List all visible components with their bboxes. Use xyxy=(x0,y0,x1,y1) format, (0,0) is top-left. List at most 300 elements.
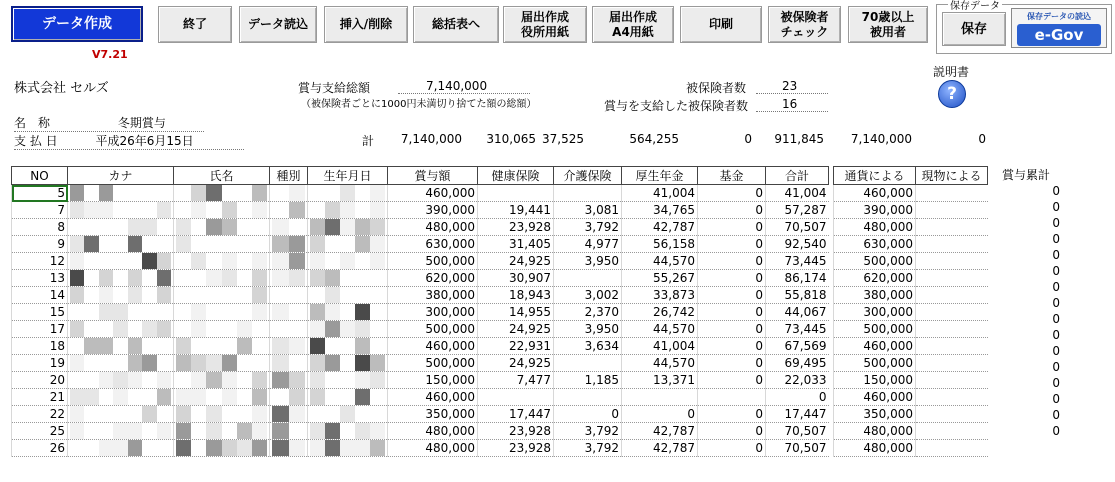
cell-currency[interactable]: 480,000 xyxy=(834,423,916,440)
cell-birthdate-redacted[interactable] xyxy=(308,270,388,287)
cell-cumulative: 0 xyxy=(1052,264,1060,278)
cell-care[interactable]: 3,950 xyxy=(554,253,622,270)
cell-in-kind[interactable] xyxy=(916,338,988,355)
cell-type-redacted[interactable] xyxy=(270,321,308,338)
cell-bonus[interactable]: 380,000 xyxy=(388,287,478,304)
cell-in-kind[interactable] xyxy=(916,423,988,440)
egov-logo: e-Gov xyxy=(1017,24,1101,46)
bonus-total-value: 7,140,000 xyxy=(398,79,530,94)
cell-no[interactable]: 8 xyxy=(12,219,68,236)
cell-health[interactable]: 23,928 xyxy=(478,219,554,236)
cell-no[interactable]: 20 xyxy=(12,372,68,389)
cell-sum[interactable]: 0 xyxy=(766,389,829,406)
payday-row xyxy=(14,132,244,150)
cell-currency[interactable]: 620,000 xyxy=(834,270,916,287)
cell-type-redacted[interactable] xyxy=(270,338,308,355)
payment-type-table xyxy=(833,166,988,457)
table-row xyxy=(834,236,988,253)
cell-currency[interactable]: 500,000 xyxy=(834,321,916,338)
cell-bonus[interactable]: 150,000 xyxy=(388,372,478,389)
cell-no[interactable]: 18 xyxy=(12,338,68,355)
cell-care[interactable]: 3,950 xyxy=(554,321,622,338)
totals-care-insurance: 37,525 xyxy=(542,132,584,146)
cell-currency[interactable]: 150,000 xyxy=(834,372,916,389)
cell-fund[interactable]: 0 xyxy=(698,202,766,219)
cell-care[interactable]: 3,002 xyxy=(554,287,622,304)
insured-check-button[interactable]: 被保険者 チェック xyxy=(768,6,841,43)
name-label: 名 称 xyxy=(14,116,51,130)
exit-button[interactable]: 終了 xyxy=(158,6,232,43)
cell-kana-redacted[interactable] xyxy=(68,270,174,287)
cell-no[interactable]: 21 xyxy=(12,389,68,406)
cell-currency[interactable]: 630,000 xyxy=(834,236,916,253)
cell-in-kind[interactable] xyxy=(916,406,988,423)
header-pension: 厚生年金 xyxy=(622,167,698,185)
cell-health[interactable]: 14,955 xyxy=(478,304,554,321)
cell-care[interactable]: 1,185 xyxy=(554,372,622,389)
bonus-table xyxy=(11,166,829,457)
cell-pension[interactable]: 13,371 xyxy=(622,372,698,389)
cell-care[interactable]: 0 xyxy=(554,406,622,423)
header-type: 種別 xyxy=(270,167,308,185)
cell-type-redacted[interactable] xyxy=(270,389,308,406)
table-row xyxy=(990,247,1062,263)
cell-currency[interactable]: 480,000 xyxy=(834,219,916,236)
cell-fund[interactable]: 0 xyxy=(698,185,766,202)
summary-button[interactable]: 総括表へ xyxy=(413,6,499,43)
cell-fund[interactable]: 0 xyxy=(698,287,766,304)
cell-fund[interactable]: 0 xyxy=(698,253,766,270)
cell-sum[interactable]: 70,507 xyxy=(766,440,829,457)
cell-care[interactable] xyxy=(554,355,622,372)
cell-pension[interactable]: 44,570 xyxy=(622,253,698,270)
table-row xyxy=(834,304,988,321)
cell-birthdate-redacted[interactable] xyxy=(308,236,388,253)
cell-pension[interactable]: 42,787 xyxy=(622,219,698,236)
cell-health[interactable]: 7,477 xyxy=(478,372,554,389)
cell-birthdate-redacted[interactable] xyxy=(308,185,388,202)
cell-health[interactable] xyxy=(478,389,554,406)
bonus-total-label: 賞与支給総額 xyxy=(298,81,371,95)
cell-no[interactable]: 5 xyxy=(12,185,68,202)
cell-pension[interactable]: 55,267 xyxy=(622,270,698,287)
cell-pension[interactable]: 41,004 xyxy=(622,338,698,355)
cell-cumulative: 0 xyxy=(1052,408,1060,422)
cell-birthdate-redacted[interactable] xyxy=(308,423,388,440)
version-label: V7.21 xyxy=(92,48,128,61)
cell-care[interactable]: 3,634 xyxy=(554,338,622,355)
cell-sum[interactable]: 73,445 xyxy=(766,253,829,270)
cell-name-redacted[interactable] xyxy=(174,185,270,202)
cell-type-redacted[interactable] xyxy=(270,440,308,457)
cell-pension[interactable]: 26,742 xyxy=(622,304,698,321)
payday-value[interactable]: 平成26年6月15日 xyxy=(95,134,194,148)
table-row xyxy=(12,338,829,355)
cell-pension[interactable]: 44,570 xyxy=(622,321,698,338)
cell-name-redacted[interactable] xyxy=(174,236,270,253)
cell-fund[interactable]: 0 xyxy=(698,338,766,355)
table-row xyxy=(990,375,1062,391)
cell-type-redacted[interactable] xyxy=(270,253,308,270)
paid-count-value: 16 xyxy=(756,97,828,112)
cell-fund[interactable]: 0 xyxy=(698,270,766,287)
cell-name-redacted[interactable] xyxy=(174,423,270,440)
cell-pension[interactable] xyxy=(622,389,698,406)
report-a4-button[interactable]: 届出作成 A4用紙 xyxy=(592,6,674,43)
cell-care[interactable]: 4,977 xyxy=(554,236,622,253)
table-row xyxy=(834,253,988,270)
cell-pension[interactable]: 0 xyxy=(622,406,698,423)
cell-pension[interactable]: 41,004 xyxy=(622,185,698,202)
cell-health[interactable]: 18,943 xyxy=(478,287,554,304)
cell-kana-redacted[interactable] xyxy=(68,304,174,321)
cell-bonus[interactable]: 460,000 xyxy=(388,185,478,202)
cell-type-redacted[interactable] xyxy=(270,219,308,236)
payday-label: 支 払 日 xyxy=(14,134,58,148)
insert-delete-button[interactable]: 挿入/削除 xyxy=(324,6,408,43)
table-row xyxy=(990,215,1062,231)
cell-cumulative: 0 xyxy=(1052,216,1060,230)
cell-name-redacted[interactable] xyxy=(174,389,270,406)
cell-sum[interactable]: 44,067 xyxy=(766,304,829,321)
cell-no[interactable]: 17 xyxy=(12,321,68,338)
cell-sum[interactable]: 69,495 xyxy=(766,355,829,372)
cell-birthdate-redacted[interactable] xyxy=(308,253,388,270)
cell-kana-redacted[interactable] xyxy=(68,423,174,440)
cell-in-kind[interactable] xyxy=(916,219,988,236)
cell-cumulative: 0 xyxy=(1052,248,1060,262)
cell-fund[interactable] xyxy=(698,389,766,406)
cell-health[interactable]: 19,441 xyxy=(478,202,554,219)
table-row xyxy=(834,202,988,219)
cell-in-kind[interactable] xyxy=(916,287,988,304)
cell-currency[interactable]: 390,000 xyxy=(834,202,916,219)
table-row xyxy=(834,338,988,355)
cell-care[interactable] xyxy=(554,185,622,202)
cell-no[interactable]: 22 xyxy=(12,406,68,423)
cell-no[interactable]: 15 xyxy=(12,304,68,321)
cell-birthdate-redacted[interactable] xyxy=(308,338,388,355)
table-row xyxy=(12,389,829,406)
cell-type-redacted[interactable] xyxy=(270,355,308,372)
cell-name-redacted[interactable] xyxy=(174,287,270,304)
cell-pension[interactable]: 33,873 xyxy=(622,287,698,304)
cell-care[interactable]: 2,370 xyxy=(554,304,622,321)
data-create-button[interactable]: データ作成 xyxy=(11,6,143,42)
cell-no[interactable]: 7 xyxy=(12,202,68,219)
cell-health[interactable]: 31,405 xyxy=(478,236,554,253)
cell-name-redacted[interactable] xyxy=(174,355,270,372)
cell-name-redacted[interactable] xyxy=(174,406,270,423)
cell-name-redacted[interactable] xyxy=(174,304,270,321)
cell-in-kind[interactable] xyxy=(916,389,988,406)
cell-health[interactable]: 24,925 xyxy=(478,253,554,270)
totals-sum: 911,845 xyxy=(774,132,824,146)
cell-care[interactable] xyxy=(554,270,622,287)
cell-kana-redacted[interactable] xyxy=(68,185,174,202)
table-row xyxy=(12,202,829,219)
table-row xyxy=(990,343,1062,359)
company-name: 株式会社 セルズ xyxy=(14,81,109,96)
table-row xyxy=(834,219,988,236)
cell-name-redacted[interactable] xyxy=(174,338,270,355)
cell-fund[interactable]: 0 xyxy=(698,423,766,440)
cell-cumulative: 0 xyxy=(1052,360,1060,374)
cell-birthdate-redacted[interactable] xyxy=(308,440,388,457)
insured-count-label: 被保険者数 xyxy=(686,81,747,95)
cell-health[interactable]: 23,928 xyxy=(478,440,554,457)
cell-type-redacted[interactable] xyxy=(270,423,308,440)
cell-type-redacted[interactable] xyxy=(270,202,308,219)
cell-in-kind[interactable] xyxy=(916,185,988,202)
totals-bonus-amount: 7,140,000 xyxy=(400,132,462,146)
cell-no[interactable]: 12 xyxy=(12,253,68,270)
cell-name-redacted[interactable] xyxy=(174,372,270,389)
cell-care[interactable]: 3,081 xyxy=(554,202,622,219)
cell-care[interactable]: 3,792 xyxy=(554,219,622,236)
cell-no[interactable]: 25 xyxy=(12,423,68,440)
cell-kana-redacted[interactable] xyxy=(68,338,174,355)
cell-sum[interactable]: 41,004 xyxy=(766,185,829,202)
cell-care[interactable] xyxy=(554,389,622,406)
cell-kana-redacted[interactable] xyxy=(68,321,174,338)
cell-birthdate-redacted[interactable] xyxy=(308,202,388,219)
cell-kana-redacted[interactable] xyxy=(68,253,174,270)
name-row xyxy=(14,114,204,132)
cell-care[interactable]: 3,792 xyxy=(554,440,622,457)
cell-pension[interactable]: 56,158 xyxy=(622,236,698,253)
bonus-note: （被保険者ごとに1000円未満切り捨てた額の総額） xyxy=(301,99,537,110)
table-row xyxy=(990,407,1062,423)
cell-sum[interactable]: 67,569 xyxy=(766,338,829,355)
cell-cumulative: 0 xyxy=(1052,296,1060,310)
table-row xyxy=(12,304,829,321)
cell-kana-redacted[interactable] xyxy=(68,287,174,304)
insured-count-value: 23 xyxy=(756,79,828,94)
cell-no[interactable]: 19 xyxy=(12,355,68,372)
cell-cumulative: 0 xyxy=(1052,344,1060,358)
cell-sum[interactable]: 55,818 xyxy=(766,287,829,304)
cell-pension[interactable]: 44,570 xyxy=(622,355,698,372)
cell-fund[interactable]: 0 xyxy=(698,236,766,253)
cell-bonus[interactable]: 300,000 xyxy=(388,304,478,321)
cell-kana-redacted[interactable] xyxy=(68,372,174,389)
cell-birthdate-redacted[interactable] xyxy=(308,287,388,304)
cell-kana-redacted[interactable] xyxy=(68,219,174,236)
table-row xyxy=(12,253,829,270)
cell-kana-redacted[interactable] xyxy=(68,355,174,372)
cell-health[interactable]: 17,447 xyxy=(478,406,554,423)
cell-in-kind[interactable] xyxy=(916,253,988,270)
cell-type-redacted[interactable] xyxy=(270,406,308,423)
cell-no[interactable]: 14 xyxy=(12,287,68,304)
cell-currency[interactable]: 460,000 xyxy=(834,389,916,406)
header-no: NO xyxy=(12,167,68,185)
report-office-button[interactable]: 届出作成 役所用紙 xyxy=(503,6,587,43)
cell-birthdate-redacted[interactable] xyxy=(308,355,388,372)
over70-button[interactable]: 70歳以上 被用者 xyxy=(848,6,928,43)
table-row xyxy=(834,355,988,372)
cell-name-redacted[interactable] xyxy=(174,219,270,236)
cell-type-redacted[interactable] xyxy=(270,304,308,321)
cell-sum[interactable]: 73,445 xyxy=(766,321,829,338)
cell-currency[interactable]: 480,000 xyxy=(834,440,916,457)
cell-type-redacted[interactable] xyxy=(270,236,308,253)
cell-fund[interactable]: 0 xyxy=(698,406,766,423)
cell-pension[interactable]: 42,787 xyxy=(622,423,698,440)
cell-cumulative: 0 xyxy=(1052,392,1060,406)
table-row xyxy=(834,287,988,304)
cell-currency[interactable]: 460,000 xyxy=(834,338,916,355)
cell-currency[interactable]: 500,000 xyxy=(834,355,916,372)
cell-kana-redacted[interactable] xyxy=(68,236,174,253)
cell-pension[interactable]: 34,765 xyxy=(622,202,698,219)
header-fund: 基金 xyxy=(698,167,766,185)
cell-bonus[interactable]: 390,000 xyxy=(388,202,478,219)
cell-name-redacted[interactable] xyxy=(174,270,270,287)
totals-health-insurance: 310,065 xyxy=(486,132,536,146)
cell-sum[interactable]: 70,507 xyxy=(766,219,829,236)
header-sum: 合計 xyxy=(766,167,829,185)
cell-bonus[interactable]: 460,000 xyxy=(388,338,478,355)
cell-in-kind[interactable] xyxy=(916,270,988,287)
cell-bonus[interactable]: 480,000 xyxy=(388,440,478,457)
cell-bonus[interactable]: 500,000 xyxy=(388,355,478,372)
table-row xyxy=(990,311,1062,327)
cell-type-redacted[interactable] xyxy=(270,270,308,287)
cell-no[interactable]: 9 xyxy=(12,236,68,253)
cell-no[interactable]: 13 xyxy=(12,270,68,287)
cell-type-redacted[interactable] xyxy=(270,185,308,202)
cell-type-redacted[interactable] xyxy=(270,287,308,304)
cell-birthdate-redacted[interactable] xyxy=(308,406,388,423)
table-row xyxy=(990,279,1062,295)
cell-birthdate-redacted[interactable] xyxy=(308,219,388,236)
cell-in-kind[interactable] xyxy=(916,355,988,372)
header-cumulative: 賞与累計 xyxy=(1001,168,1050,182)
cell-health[interactable]: 23,928 xyxy=(478,423,554,440)
cell-in-kind[interactable] xyxy=(916,440,988,457)
table-row xyxy=(834,185,988,202)
cell-bonus[interactable]: 620,000 xyxy=(388,270,478,287)
totals-kind: 0 xyxy=(978,132,986,146)
cell-in-kind[interactable] xyxy=(916,372,988,389)
cell-sum[interactable]: 57,287 xyxy=(766,202,829,219)
table-row xyxy=(990,327,1062,343)
cell-bonus[interactable]: 500,000 xyxy=(388,321,478,338)
cell-bonus[interactable]: 480,000 xyxy=(388,423,478,440)
save-data-group-title: 保存データ xyxy=(948,0,1002,12)
header-health: 健康保険 xyxy=(478,167,554,185)
cell-type-redacted[interactable] xyxy=(270,372,308,389)
cell-health[interactable]: 22,931 xyxy=(478,338,554,355)
cell-cumulative: 0 xyxy=(1052,312,1060,326)
cell-in-kind[interactable] xyxy=(916,321,988,338)
cell-currency[interactable]: 300,000 xyxy=(834,304,916,321)
cell-sum[interactable]: 17,447 xyxy=(766,406,829,423)
print-button[interactable]: 印刷 xyxy=(680,6,762,43)
cell-health[interactable]: 30,907 xyxy=(478,270,554,287)
totals-pension: 564,255 xyxy=(629,132,679,146)
table-row xyxy=(990,295,1062,311)
cumulative-table xyxy=(990,166,1062,439)
data-load-button[interactable]: データ読込 xyxy=(239,6,317,43)
cell-kana-redacted[interactable] xyxy=(68,389,174,406)
cell-currency[interactable]: 500,000 xyxy=(834,253,916,270)
cell-name-redacted[interactable] xyxy=(174,202,270,219)
cell-fund[interactable]: 0 xyxy=(698,355,766,372)
cell-sum[interactable]: 70,507 xyxy=(766,423,829,440)
cell-sum[interactable]: 22,033 xyxy=(766,372,829,389)
cell-bonus[interactable]: 630,000 xyxy=(388,236,478,253)
cell-health[interactable]: 24,925 xyxy=(478,355,554,372)
cell-in-kind[interactable] xyxy=(916,202,988,219)
cell-kana-redacted[interactable] xyxy=(68,202,174,219)
cell-in-kind[interactable] xyxy=(916,304,988,321)
save-button[interactable]: 保存 xyxy=(942,12,1006,46)
cell-bonus[interactable]: 480,000 xyxy=(388,219,478,236)
cell-kana-redacted[interactable] xyxy=(68,440,174,457)
cell-currency[interactable]: 460,000 xyxy=(834,185,916,202)
cell-cumulative: 0 xyxy=(1052,280,1060,294)
cell-health[interactable]: 24,925 xyxy=(478,321,554,338)
header-in-kind: 現物による xyxy=(916,167,988,185)
table-row xyxy=(12,219,829,236)
cell-birthdate-redacted[interactable] xyxy=(308,321,388,338)
cell-bonus[interactable]: 500,000 xyxy=(388,253,478,270)
cell-no[interactable]: 26 xyxy=(12,440,68,457)
cell-fund[interactable]: 0 xyxy=(698,372,766,389)
cell-sum[interactable]: 92,540 xyxy=(766,236,829,253)
table-row xyxy=(834,406,988,423)
cell-bonus[interactable]: 350,000 xyxy=(388,406,478,423)
table-row xyxy=(12,236,829,253)
cell-fund[interactable]: 0 xyxy=(698,321,766,338)
cell-name-redacted[interactable] xyxy=(174,440,270,457)
cell-birthdate-redacted[interactable] xyxy=(308,372,388,389)
cell-currency[interactable]: 380,000 xyxy=(834,287,916,304)
cell-birthdate-redacted[interactable] xyxy=(308,389,388,406)
cell-fund[interactable]: 0 xyxy=(698,304,766,321)
cell-currency[interactable]: 350,000 xyxy=(834,406,916,423)
cell-kana-redacted[interactable] xyxy=(68,406,174,423)
cell-bonus[interactable]: 460,000 xyxy=(388,389,478,406)
totals-currency: 7,140,000 xyxy=(850,132,912,146)
egov-load-button[interactable] xyxy=(1011,8,1107,48)
table-row xyxy=(12,185,829,202)
table-row xyxy=(990,359,1062,375)
table-row xyxy=(834,321,988,338)
table-row xyxy=(12,355,829,372)
cell-in-kind[interactable] xyxy=(916,236,988,253)
cell-health[interactable] xyxy=(478,185,554,202)
cell-sum[interactable]: 86,174 xyxy=(766,270,829,287)
table-row xyxy=(12,372,829,389)
cell-care[interactable]: 3,792 xyxy=(554,423,622,440)
cell-name-redacted[interactable] xyxy=(174,321,270,338)
header-kana: カナ xyxy=(68,167,174,185)
table-row xyxy=(990,423,1062,439)
table-row xyxy=(12,406,829,423)
cell-birthdate-redacted[interactable] xyxy=(308,304,388,321)
cell-pension[interactable]: 42,787 xyxy=(622,440,698,457)
help-icon[interactable]: ? xyxy=(938,80,966,108)
cell-cumulative: 0 xyxy=(1052,232,1060,246)
name-value[interactable]: 冬期賞与 xyxy=(117,116,166,130)
cell-name-redacted[interactable] xyxy=(174,253,270,270)
cell-fund[interactable]: 0 xyxy=(698,219,766,236)
cell-fund[interactable]: 0 xyxy=(698,440,766,457)
